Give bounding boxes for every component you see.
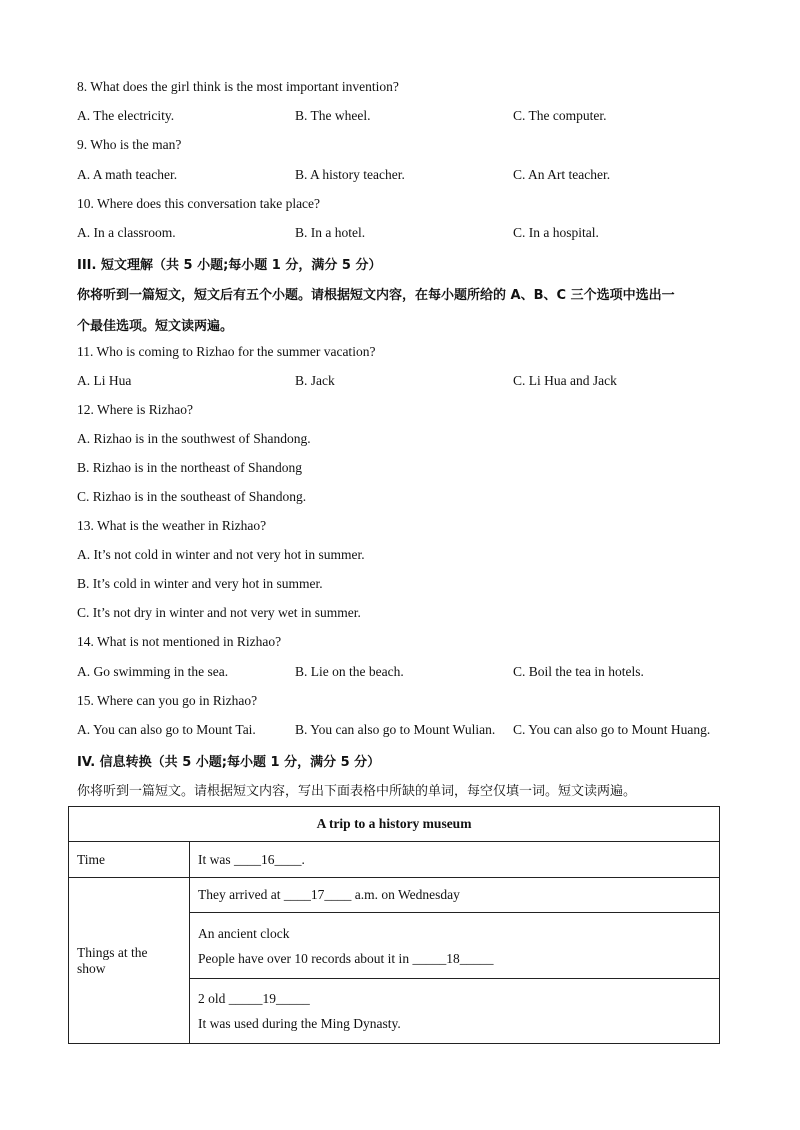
time-value: It was ____16____.: [190, 842, 720, 878]
q13-option-a: A. It’s not cold in winter and not very hot in summer.: [77, 547, 365, 562]
old-item-cell: [190, 979, 720, 1044]
q14-option-c: C. Boil the tea in hotels.: [513, 664, 644, 679]
q11-option-c: C. Li Hua and Jack: [513, 373, 617, 388]
q13-option-b: B. It’s cold in winter and very hot in summer.: [77, 576, 323, 591]
table-title-row: [69, 807, 720, 842]
question-15: 15. Where can you go in Rizhao?: [77, 693, 258, 708]
question-11: 11. Who is coming to Rizhao for the summer vacation?: [77, 344, 376, 359]
question-14: 14. What is not mentioned in Rizhao?: [77, 634, 282, 649]
section-4-heading: IV. 信息转换（共 5 小题;每小题 1 分，满分 5 分）: [77, 755, 381, 770]
things-label-text: Things at the show: [77, 944, 148, 976]
q12-option-c: C. Rizhao is in the southeast of Shandong.: [77, 489, 307, 504]
question-12: 12. Where is Rizhao?: [77, 402, 193, 417]
q12-option-a: A. Rizhao is in the southwest of Shandong.: [77, 431, 311, 446]
q8-option-b: B. The wheel.: [295, 108, 371, 123]
question-8: 8. What does the girl think is the most important invention?: [77, 79, 399, 94]
question-13: 13. What is the weather in Rizhao?: [77, 518, 267, 533]
section-3-instruction-line1: 你将听到一篇短文，短文后有五个小题。请根据短文内容，在每小题所给的 A、B、C 三个选项中选出一: [77, 288, 675, 303]
question-10: 10. Where does this conversation take place?: [77, 196, 321, 211]
q13-option-c: C. It’s not dry in winter and not very wet in summer.: [77, 605, 361, 620]
table-row: [69, 878, 720, 913]
section-3-instruction-line2: 个最佳选项。短文读两遍。: [77, 319, 234, 334]
q9-option-a: A. A math teacher.: [77, 167, 178, 182]
question-9: 9. Who is the man?: [77, 137, 182, 152]
clock-line-2: People have over 10 records about it in _____18_____: [198, 950, 494, 966]
info-table: [68, 806, 720, 1044]
old-item-line-1: 2 old _____19_____: [198, 991, 310, 1006]
q9-option-c: C. An Art teacher.: [513, 167, 611, 182]
q15-option-b: B. You can also go to Mount Wulian.: [295, 722, 496, 737]
q15-option-c: C. You can also go to Mount Huang.: [513, 722, 711, 737]
section-4-instruction: 你将听到一篇短文。请根据短文内容，写出下面表格中所缺的单词，每空仅填一词。短文读两遍。: [77, 784, 637, 799]
table-title: A trip to a history museum: [69, 807, 720, 842]
q10-option-b: B. In a hotel.: [295, 225, 366, 240]
q15-option-a: A. You can also go to Mount Tai.: [77, 722, 256, 737]
q12-option-b: B. Rizhao is in the northeast of Shandong: [77, 460, 302, 475]
arrived-cell: They arrived at ____17____ a.m. on Wednesday: [190, 878, 720, 913]
q11-option-a: A. Li Hua: [77, 373, 132, 388]
q10-option-a: A. In a classroom.: [77, 225, 176, 240]
old-item-line-2: It was used during the Ming Dynasty.: [198, 1016, 401, 1031]
clock-line-1: An ancient clock: [198, 925, 290, 941]
q8-option-c: C. The computer.: [513, 108, 607, 123]
q14-option-a: A. Go swimming in the sea.: [77, 664, 229, 679]
section-3-heading: III. 短文理解（共 5 小题;每小题 1 分，满分 5 分）: [77, 258, 382, 273]
q8-option-a: A. The electricity.: [77, 108, 175, 123]
time-label: Time: [69, 842, 190, 878]
q11-option-b: B. Jack: [295, 373, 335, 388]
q14-option-b: B. Lie on the beach.: [295, 664, 404, 679]
clock-cell: [190, 913, 720, 979]
q9-option-b: B. A history teacher.: [295, 167, 405, 182]
q10-option-c: C. In a hospital.: [513, 225, 599, 240]
table-row: [69, 842, 720, 878]
things-label: [69, 878, 190, 1044]
